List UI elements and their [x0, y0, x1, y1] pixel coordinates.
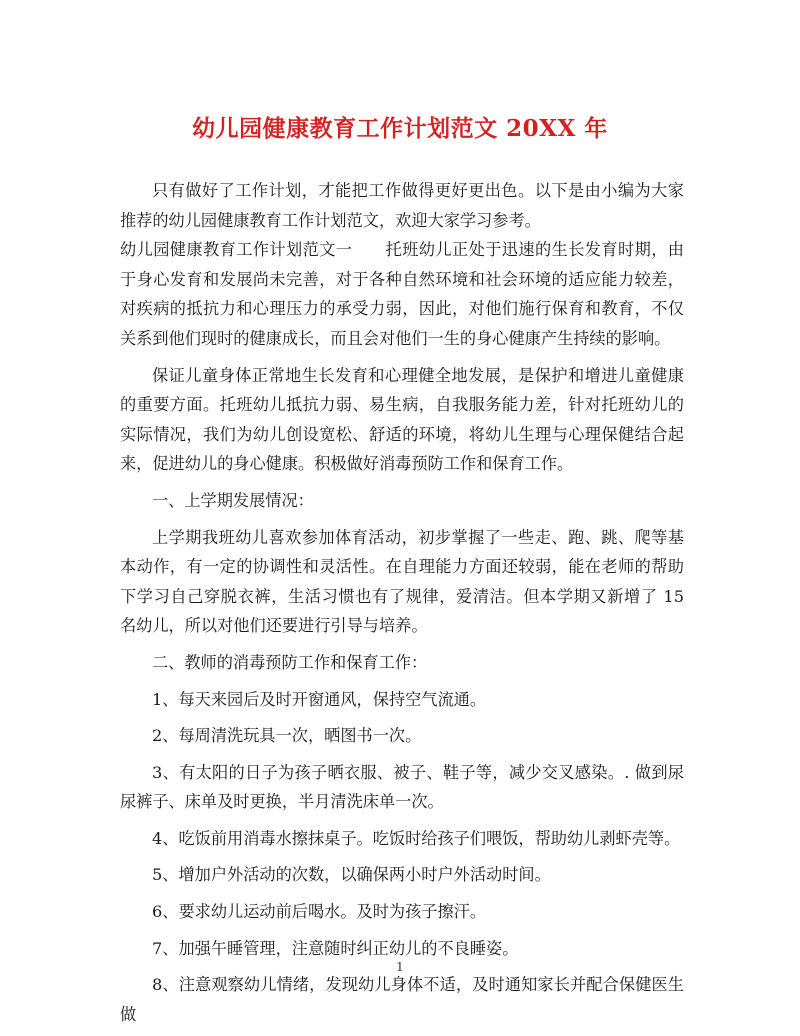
list-item-4: 4、吃饭前用消毒水擦抹桌子。吃饭时给孩子们喂饭，帮助幼儿剥虾壳等。 [152, 828, 681, 848]
page-number: 1 [396, 960, 404, 974]
list-item-3: 3、有太阳的日子为孩子晒衣服、被子、鞋子等，减少交叉感染。. 做到尿尿裤子、床单及时更换，半月清洗床单一次。 [120, 762, 684, 812]
list-item-7: 7、加强午睡管理，注意随时纠正幼儿的不良睡姿。 [152, 938, 519, 958]
paragraph-section-one: 幼儿园健康教育工作计划范文一 托班幼儿正处于迅速的生长发育时期，由于身心发育和发展尚未完善，对于各种自然环境和社会环境的适应能力较差，对疾病的抵抗力和心理压力的承受力弱，因此，对他们施行保育和教育，不仅关系到他们现时的健康成长，而且会对他们一生的身心健康产生持续的影响。 [120, 240, 684, 348]
list-item-8: 8、注意观察幼儿情绪，发现幼儿身体不适，及时通知家长并配合保健医生做 [120, 975, 684, 1024]
paragraph-health-goals: 保证儿童身体正常地生长发育和心理健全地发展，是保护和增进儿童健康的重要方面。托班幼儿抵抗力弱、易生病，自我服务能力差，针对托班幼儿的实际情况，我们为幼儿创设宽松、舒适的环境，将幼儿生理与心理保健结合起来，促进幼儿的身心健康。积极做好消毒预防工作和保育工作。 [120, 365, 684, 474]
heading-last-semester: 一、上学期发展情况： [152, 490, 314, 510]
document-title: 幼儿园健康教育工作计划范文 20XX 年 [192, 115, 608, 142]
list-item-6: 6、要求幼儿运动前后喝水。及时为孩子擦汗。 [152, 902, 487, 922]
list-item-5: 5、增加户外活动的次数，以确保两小时户外活动时间。 [152, 865, 551, 885]
document-body [120, 176, 684, 1029]
heading-disinfection: 二、教师的消毒预防工作和保育工作： [152, 652, 428, 672]
list-item-2: 2、每周清洗玩具一次，晒图书一次。 [152, 726, 422, 746]
paragraph-last-semester: 上学期我班幼儿喜欢参加体育活动，初步掌握了一些走、跑、跳、爬等基本动作，有一定的协调性和灵活性。在自理能力方面还较弱，能在老师的帮助下学习自己穿脱衣裤，生活习惯也有了规律，爱清洁。但本学期又新增了 15 名幼儿，所以对他们还要进行引导与培养。 [120, 527, 684, 636]
paragraph-intro: 只有做好了工作计划，才能把工作做得更好更出色。以下是由小编为大家推荐的幼儿园健康教育工作计划范文，欢迎大家学习参考。 [120, 181, 684, 230]
list-item-1: 1、每天来园后及时开窗通风，保持空气流通。 [152, 689, 487, 709]
